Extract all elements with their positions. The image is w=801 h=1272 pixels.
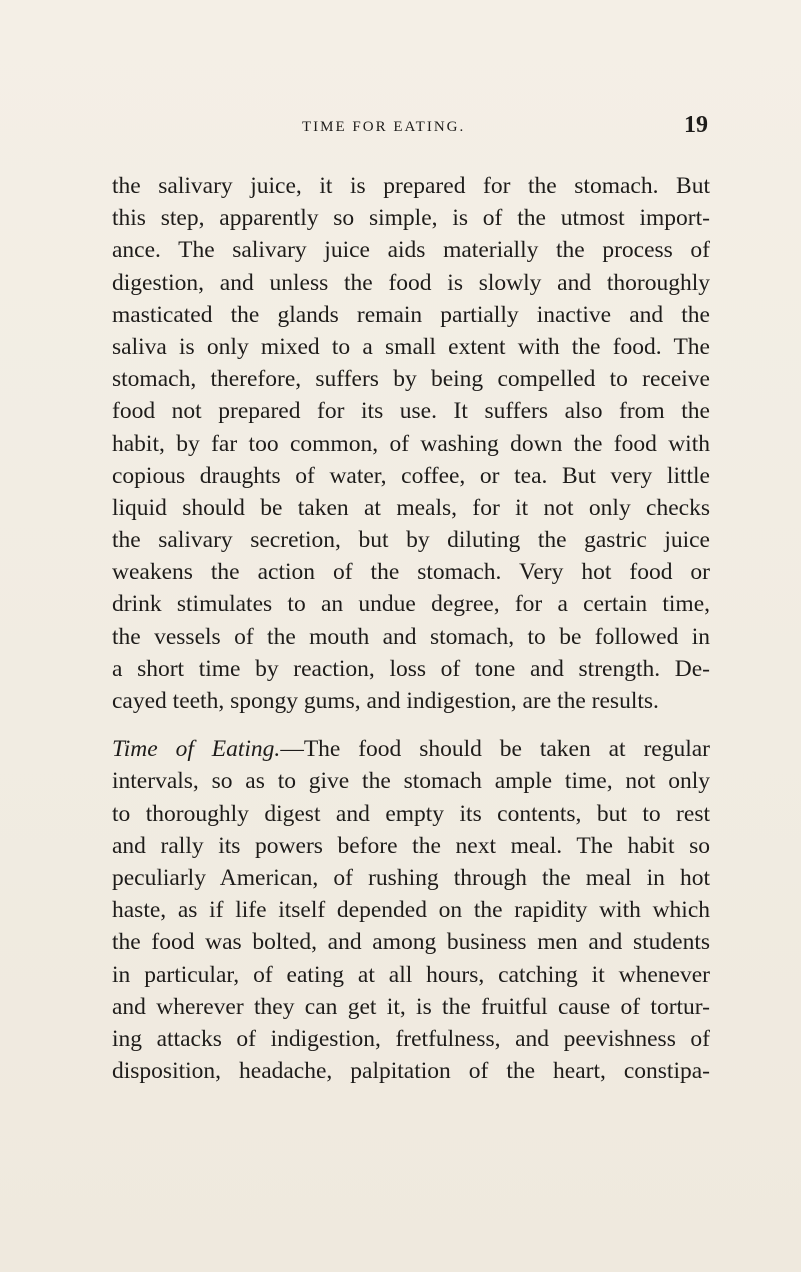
text-line: in particular, of eating at all hours, catching it whenever [112,961,710,988]
text-line: digestion, and unless the food is slowly and thoroughly [112,269,710,296]
body-text [112,170,710,1087]
page-number: 19 [684,112,708,138]
paragraph-2 [112,733,710,1087]
text-line: peculiarly American, of rushing through the meal in hot [112,864,710,891]
text-line: the food was bolted, and among business men and students [112,929,710,956]
text-line: a short time by reaction, loss of tone and strength. De- [112,655,710,682]
text-line: ing attacks of indigestion, fretfulness, and peevishness of [112,1025,710,1052]
text-line: the salivary secretion, but by diluting the gastric juice [112,527,710,554]
text-line: drink stimulates to an undue degree, for a certain time, [112,591,710,618]
text-line: food not prepared for its use. It suffers also from the [112,398,710,425]
text-line: to thoroughly digest and empty its contents, but to rest [112,800,710,827]
text-line: ance. The salivary juice aids materially the process of [112,237,710,264]
running-head [112,112,710,142]
text-line: and wherever they can get it, is the fruitful cause of tortur- [112,993,710,1020]
text-line: masticated the glands remain partially inactive and the [112,301,710,328]
paragraph-1 [112,170,710,717]
text-line: stomach, therefore, suffers by being compelled to receive [112,366,710,393]
text-line: weakens the action of the stomach. Very hot food or [112,559,710,586]
text-line: the salivary juice, it is prepared for the stomach. But [112,173,710,199]
text-line: the vessels of the mouth and stomach, to be followed in [112,623,710,650]
text-line: haste, as if life itself depended on the rapidity with which [112,897,710,924]
text-line: copious draughts of water, coffee, or tea. But very little [112,462,710,489]
paragraph-gap [112,717,710,733]
text-line: this step, apparently so simple, is of the utmost import- [112,205,710,232]
text-line [112,733,710,765]
text-line: intervals, so as to give the stomach ample time, not only [112,768,710,795]
heading-continuation: —The food should be taken at regular [280,736,711,763]
text-line: disposition, headache, palpitation of the heart, constipa- [112,1058,710,1085]
text-line: saliva is only mixed to a small extent with the food. The [112,333,710,360]
text-line: and rally its powers before the next meal. The habit so [112,832,710,859]
side-heading: Time of Eating. [112,736,281,763]
running-title: TIME FOR EATING. [302,119,466,135]
text-line: cayed teeth, spongy gums, and indigestion, are the results. [112,688,659,714]
text-line: liquid should be taken at meals, for it not only checks [112,494,710,521]
text-line: habit, by far too common, of washing down the food with [112,430,710,457]
